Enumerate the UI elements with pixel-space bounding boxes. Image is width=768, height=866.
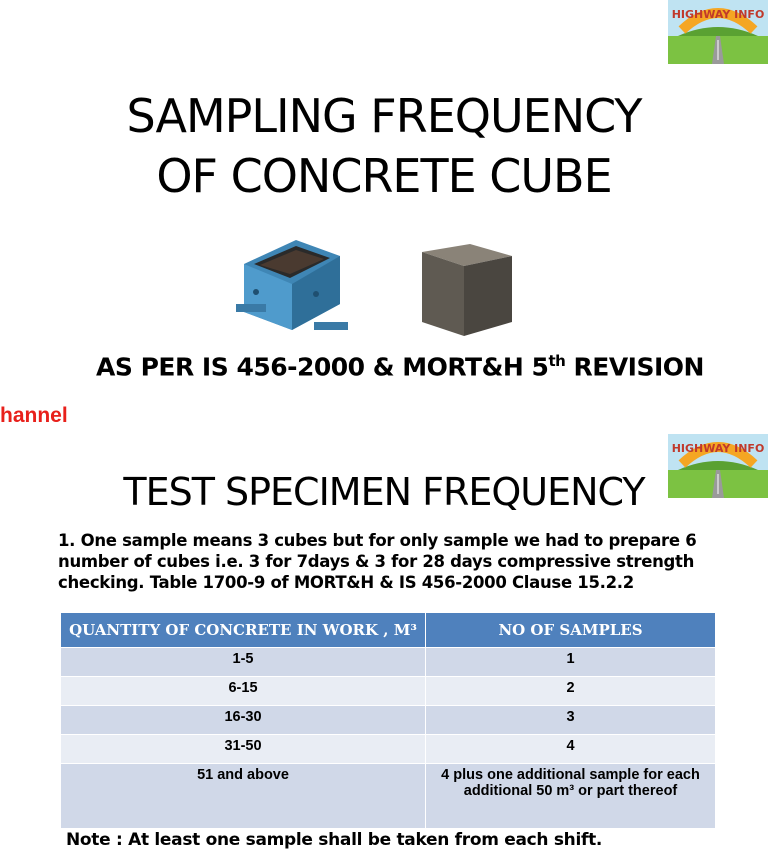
quantity-cell: 31-50 — [61, 735, 426, 764]
standard-reference: AS PER IS 456-2000 & MORT&H 5th REVISION — [96, 352, 704, 382]
svg-text:HIGHWAY INFO: HIGHWAY INFO — [671, 442, 765, 455]
quantity-cell: 51 and above — [61, 764, 426, 829]
table-row — [61, 764, 716, 829]
samples-cell: 4 plus one additional sample for each additional 50 m³ or part thereof — [426, 764, 716, 829]
channel-watermark-text: hannel — [0, 404, 68, 427]
sampling-frequency-table — [60, 612, 716, 829]
highway-info-logo — [668, 0, 768, 64]
quantity-cell: 16-30 — [61, 706, 426, 735]
table-row — [61, 706, 716, 735]
table-header-row — [61, 613, 716, 648]
quantity-cell: 1-5 — [61, 648, 426, 677]
table-row — [61, 648, 716, 677]
page-title — [0, 86, 768, 206]
description-paragraph: 1. One sample means 3 cubes but for only sample we had to prepare 6 number of cubes i.e. 3 for 7days & 3 for 28 days compressive strength checking. Table 1700-9 of MORT&H & IS 456-2000 Clause 15.2.2 — [58, 531, 697, 592]
table-row — [61, 677, 716, 706]
title-line-1: SAMPLING FREQUENCY — [126, 89, 642, 143]
header-samples: NO OF SAMPLES — [426, 613, 716, 648]
svg-text:HIGHWAY INFO: HIGHWAY INFO — [671, 8, 765, 21]
cube-mould-icon — [236, 234, 348, 338]
samples-cell: 1 — [426, 648, 716, 677]
section-title: TEST SPECIMEN FREQUENCY — [123, 470, 645, 514]
samples-cell: 4 — [426, 735, 716, 764]
table-row — [61, 735, 716, 764]
header-quantity: QUANTITY OF CONCRETE IN WORK , M³ — [61, 613, 426, 648]
samples-cell: 2 — [426, 677, 716, 706]
title-line-2: OF CONCRETE CUBE — [156, 149, 612, 203]
concrete-cube-icon — [412, 236, 520, 340]
footnote: Note : At least one sample shall be taken from each shift. — [66, 830, 603, 850]
quantity-cell: 6-15 — [61, 677, 426, 706]
samples-cell: 3 — [426, 706, 716, 735]
